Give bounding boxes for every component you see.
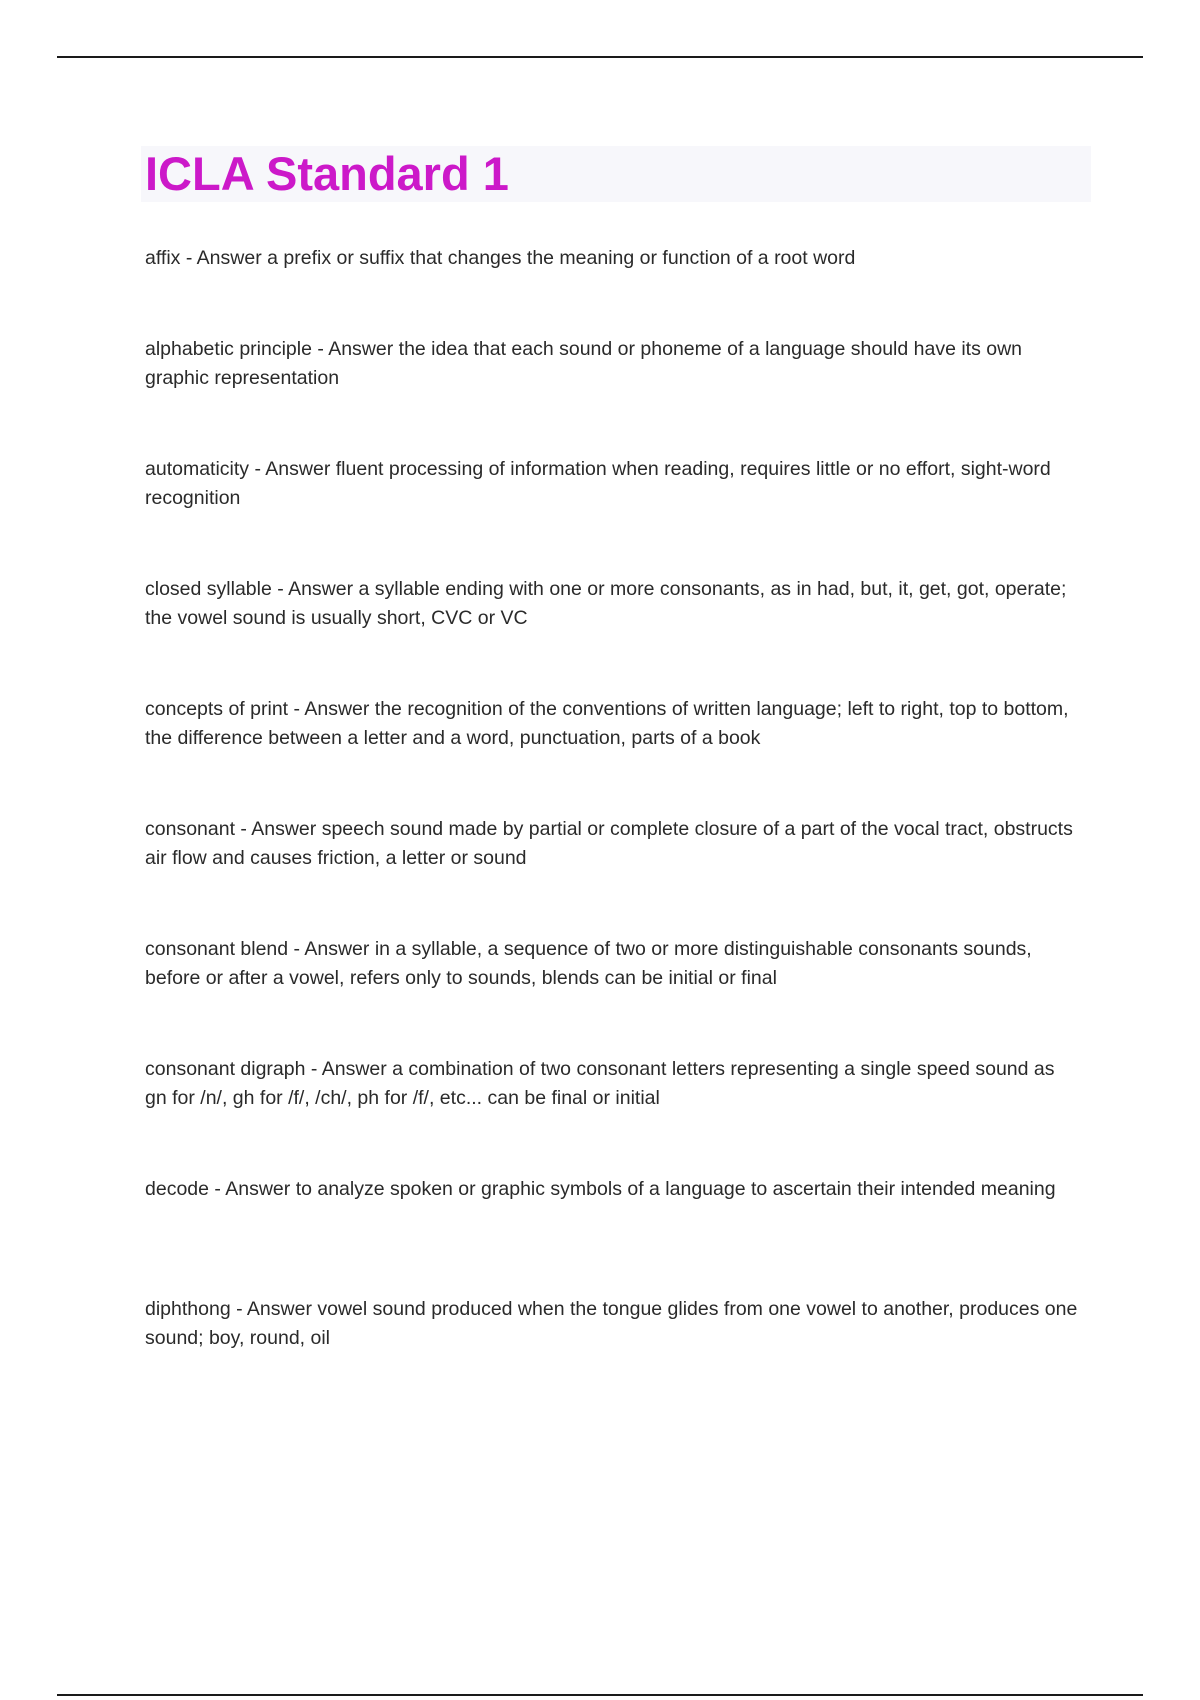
top-rule [57, 56, 1143, 58]
entry-separator: - Answer [249, 458, 336, 480]
entry-separator: - Answer [311, 338, 399, 360]
entry-separator: - Answer [235, 818, 322, 840]
entry-definition: a syllable ending with one or more consonants, as in had, but, it, get, got, operate; the vowel sound is usually short, CVC or VC [145, 578, 1067, 629]
entry-definition: to analyze spoken or graphic symbols of a language to ascertain their intended meaning [295, 1178, 1056, 1200]
entry-separator: - Answer [230, 1298, 318, 1320]
entry-term: consonant [145, 818, 235, 840]
entry-definition: speech sound made by partial or complete closure of a part of the vocal tract, obstructs air flow and causes friction, a letter or sound [145, 818, 1073, 869]
entry-definition: vowel sound produced when the tongue glides from one vowel to another, produces one sound; boy, round, oil [145, 1298, 1078, 1349]
entry-separator: - Answer [271, 578, 359, 600]
glossary-entry [145, 695, 1080, 753]
entry-separator: - Answer [180, 247, 268, 269]
glossary-entry [145, 1295, 1080, 1353]
page-title: ICLA Standard 1 [145, 147, 509, 200]
entry-definition: the recognition of the conventions of written language; left to right, top to bottom, the difference between a letter and a word, punctuation, parts of a book [145, 698, 1069, 749]
entry-definition: a prefix or suffix that changes the meaning or function of a root word [267, 247, 856, 269]
entry-term: concepts of print [145, 698, 289, 720]
entry-definition: fluent processing of information when reading, requires little or no effort, sight-word recognition [145, 458, 1051, 509]
entry-definition: a combination of two consonant letters representing a single speed sound as gn for /n/, gh for /f/, /ch/, ph for /f/, etc... can be final or initial [145, 1058, 1055, 1109]
entry-term: diphthong [145, 1298, 231, 1320]
entry-term: decode [145, 1178, 209, 1200]
entry-separator: - Answer [288, 698, 375, 720]
glossary-entry [145, 935, 1080, 993]
entry-definition: in a syllable, a sequence of two or more distinguishable consonants sounds, before or after a vowel, refers only to sounds, blends can be initial or final [145, 938, 1032, 989]
entry-term: automaticity [145, 458, 250, 480]
glossary-entry [145, 244, 1080, 273]
glossary-entry [145, 335, 1080, 393]
glossary-entry [145, 1055, 1080, 1113]
entry-term: alphabetic principle [145, 338, 312, 360]
glossary-entry [145, 815, 1080, 873]
glossary-entry [145, 455, 1080, 513]
glossary-entry [145, 575, 1080, 633]
bottom-rule [57, 1694, 1143, 1696]
entry-separator: - Answer [288, 938, 375, 960]
entry-term: consonant digraph [145, 1058, 306, 1080]
entry-term: consonant blend [145, 938, 289, 960]
glossary-entry [145, 1175, 1080, 1204]
entry-term: affix [145, 247, 181, 269]
entry-definition: the idea that each sound or phoneme of a language should have its own graphic representation [145, 338, 1023, 389]
entry-term: closed syllable [145, 578, 272, 600]
entry-separator: - Answer [208, 1178, 296, 1200]
entry-separator: - Answer [305, 1058, 393, 1080]
